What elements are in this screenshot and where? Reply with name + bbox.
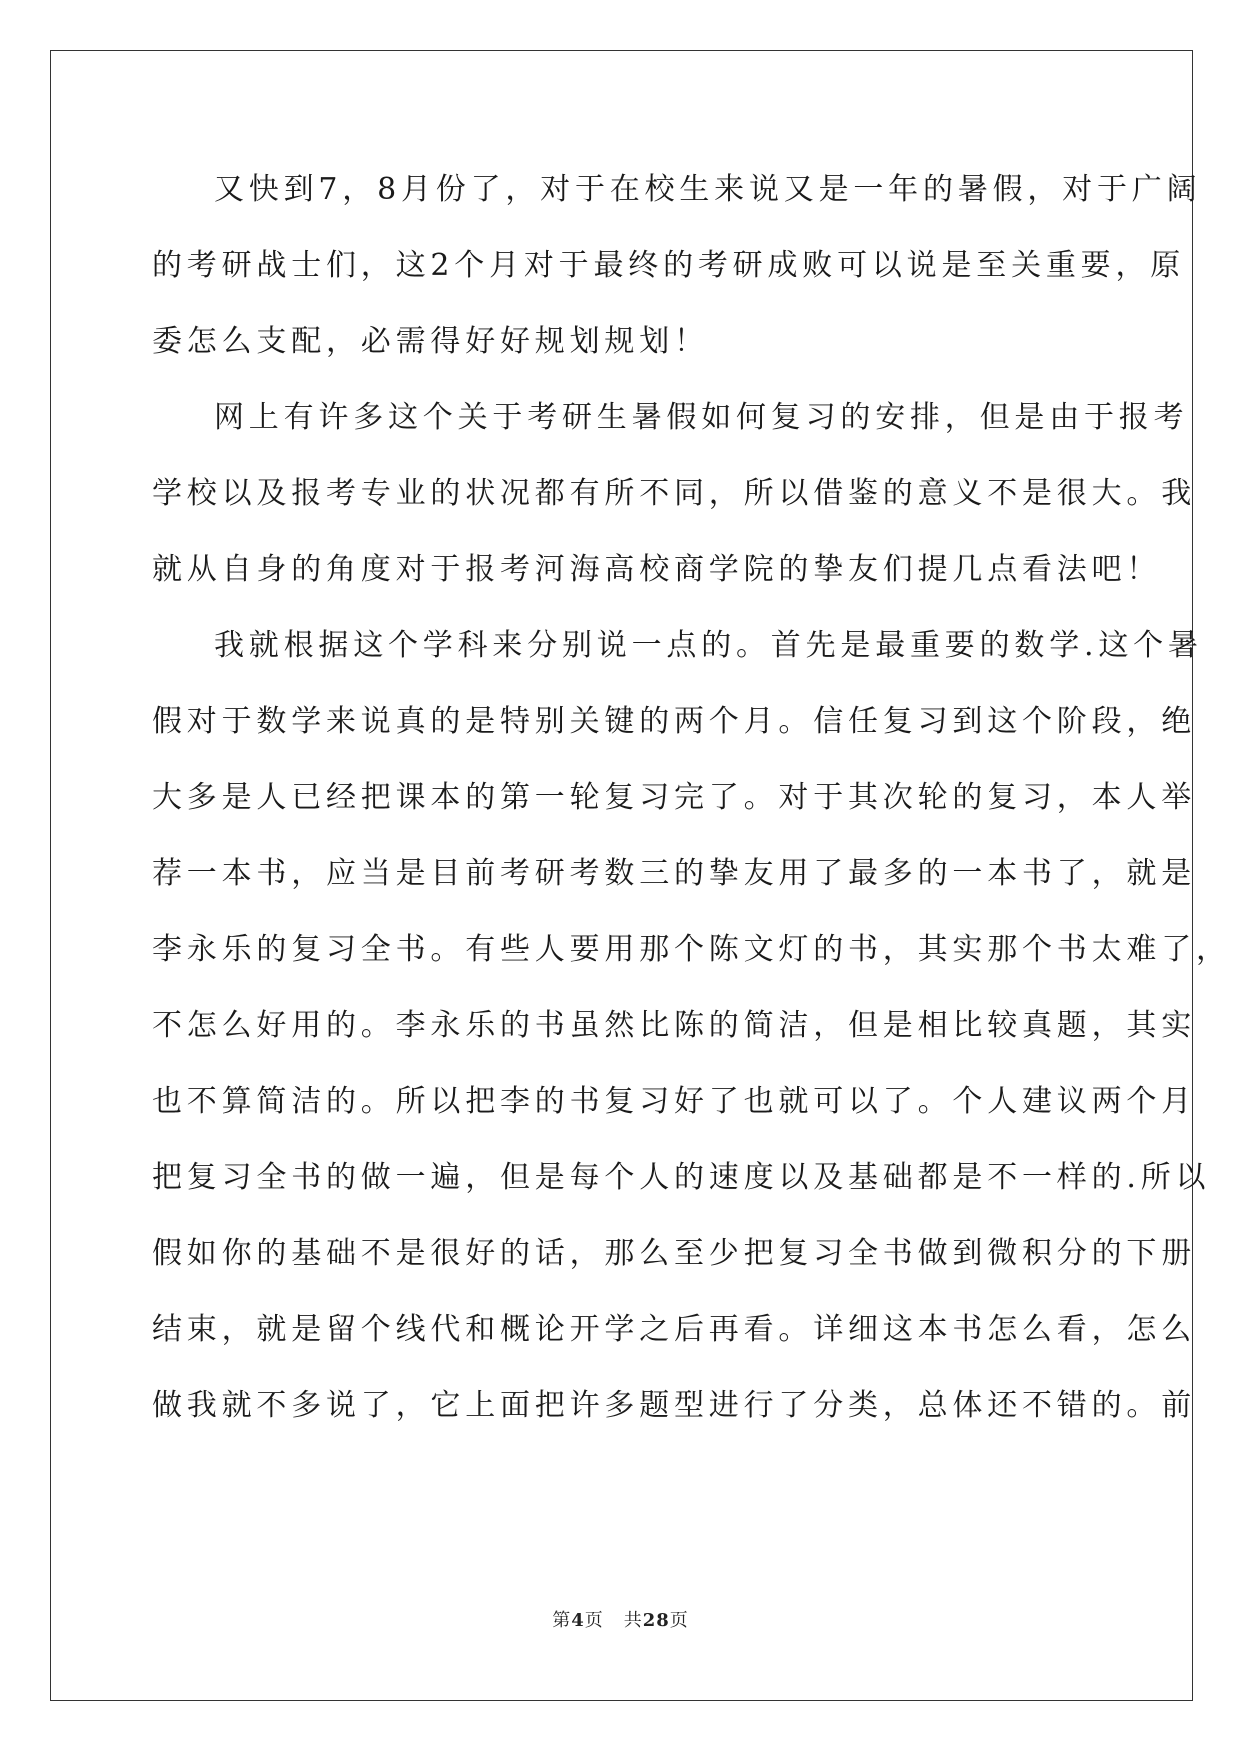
page-footer <box>0 1606 1241 1632</box>
paragraph-line: 不怎么好用的。李永乐的书虽然比陈的简洁，但是相比较真题，其实 <box>152 1008 1196 1043</box>
paragraph-line: 的考研战士们，这2个月对于最终的考研成败可以说是至关重要，原 <box>152 248 1186 283</box>
document-body <box>152 162 1231 1454</box>
paragraph-line: 假如你的基础不是很好的话，那么至少把复习全书做到微积分的下册 <box>152 1236 1196 1271</box>
paragraph-line: 李永乐的复习全书。有些人要用那个陈文灯的书，其实那个书太难了， <box>152 932 1231 967</box>
paragraph-line: 做我就不多说了，它上面把许多题型进行了分类，总体还不错的。前 <box>152 1388 1196 1423</box>
paragraph-line: 荐一本书，应当是目前考研考数三的挚友用了最多的一本书了，就是 <box>152 856 1196 891</box>
page-number: 4 <box>571 1610 585 1631</box>
paragraph-line: 网上有许多这个关于考研生暑假如何复习的安排，但是由于报考 <box>214 400 1189 435</box>
paragraph-line: 假对于数学来说真的是特别关键的两个月。信任复习到这个阶段，绝 <box>152 704 1196 739</box>
paragraph-line: 把复习全书的做一遍，但是每个人的速度以及基础都是不一样的.所以 <box>152 1160 1211 1195</box>
paragraph-line: 结束，就是留个线代和概论开学之后再看。详细这本书怎么看，怎么 <box>152 1312 1196 1347</box>
page-prefix: 第 <box>552 1610 572 1631</box>
paragraph-line: 大多是人已经把课本的第一轮复习完了。对于其次轮的复习，本人举 <box>152 780 1196 815</box>
paragraph-line: 就从自身的角度对于报考河海高校商学院的挚友们提几点看法吧！ <box>152 552 1162 587</box>
paragraph-line: 又快到7，8月份了，对于在校生来说又是一年的暑假，对于广阔 <box>214 172 1202 207</box>
paragraph-line: 委怎么支配，必需得好好规划规划！ <box>152 324 709 359</box>
total-pages: 28 <box>642 1610 670 1631</box>
paragraph-line: 也不算简洁的。所以把李的书复习好了也就可以了。个人建议两个月 <box>152 1084 1196 1119</box>
page-suffix: 页 <box>584 1610 604 1631</box>
paragraph-line: 学校以及报考专业的状况都有所不同，所以借鉴的意义不是很大。我 <box>152 476 1196 511</box>
paragraph-line: 我就根据这个学科来分别说一点的。首先是最重要的数学.这个暑 <box>214 628 1203 663</box>
total-suffix: 页 <box>669 1610 689 1631</box>
total-prefix: 共 <box>623 1610 643 1631</box>
